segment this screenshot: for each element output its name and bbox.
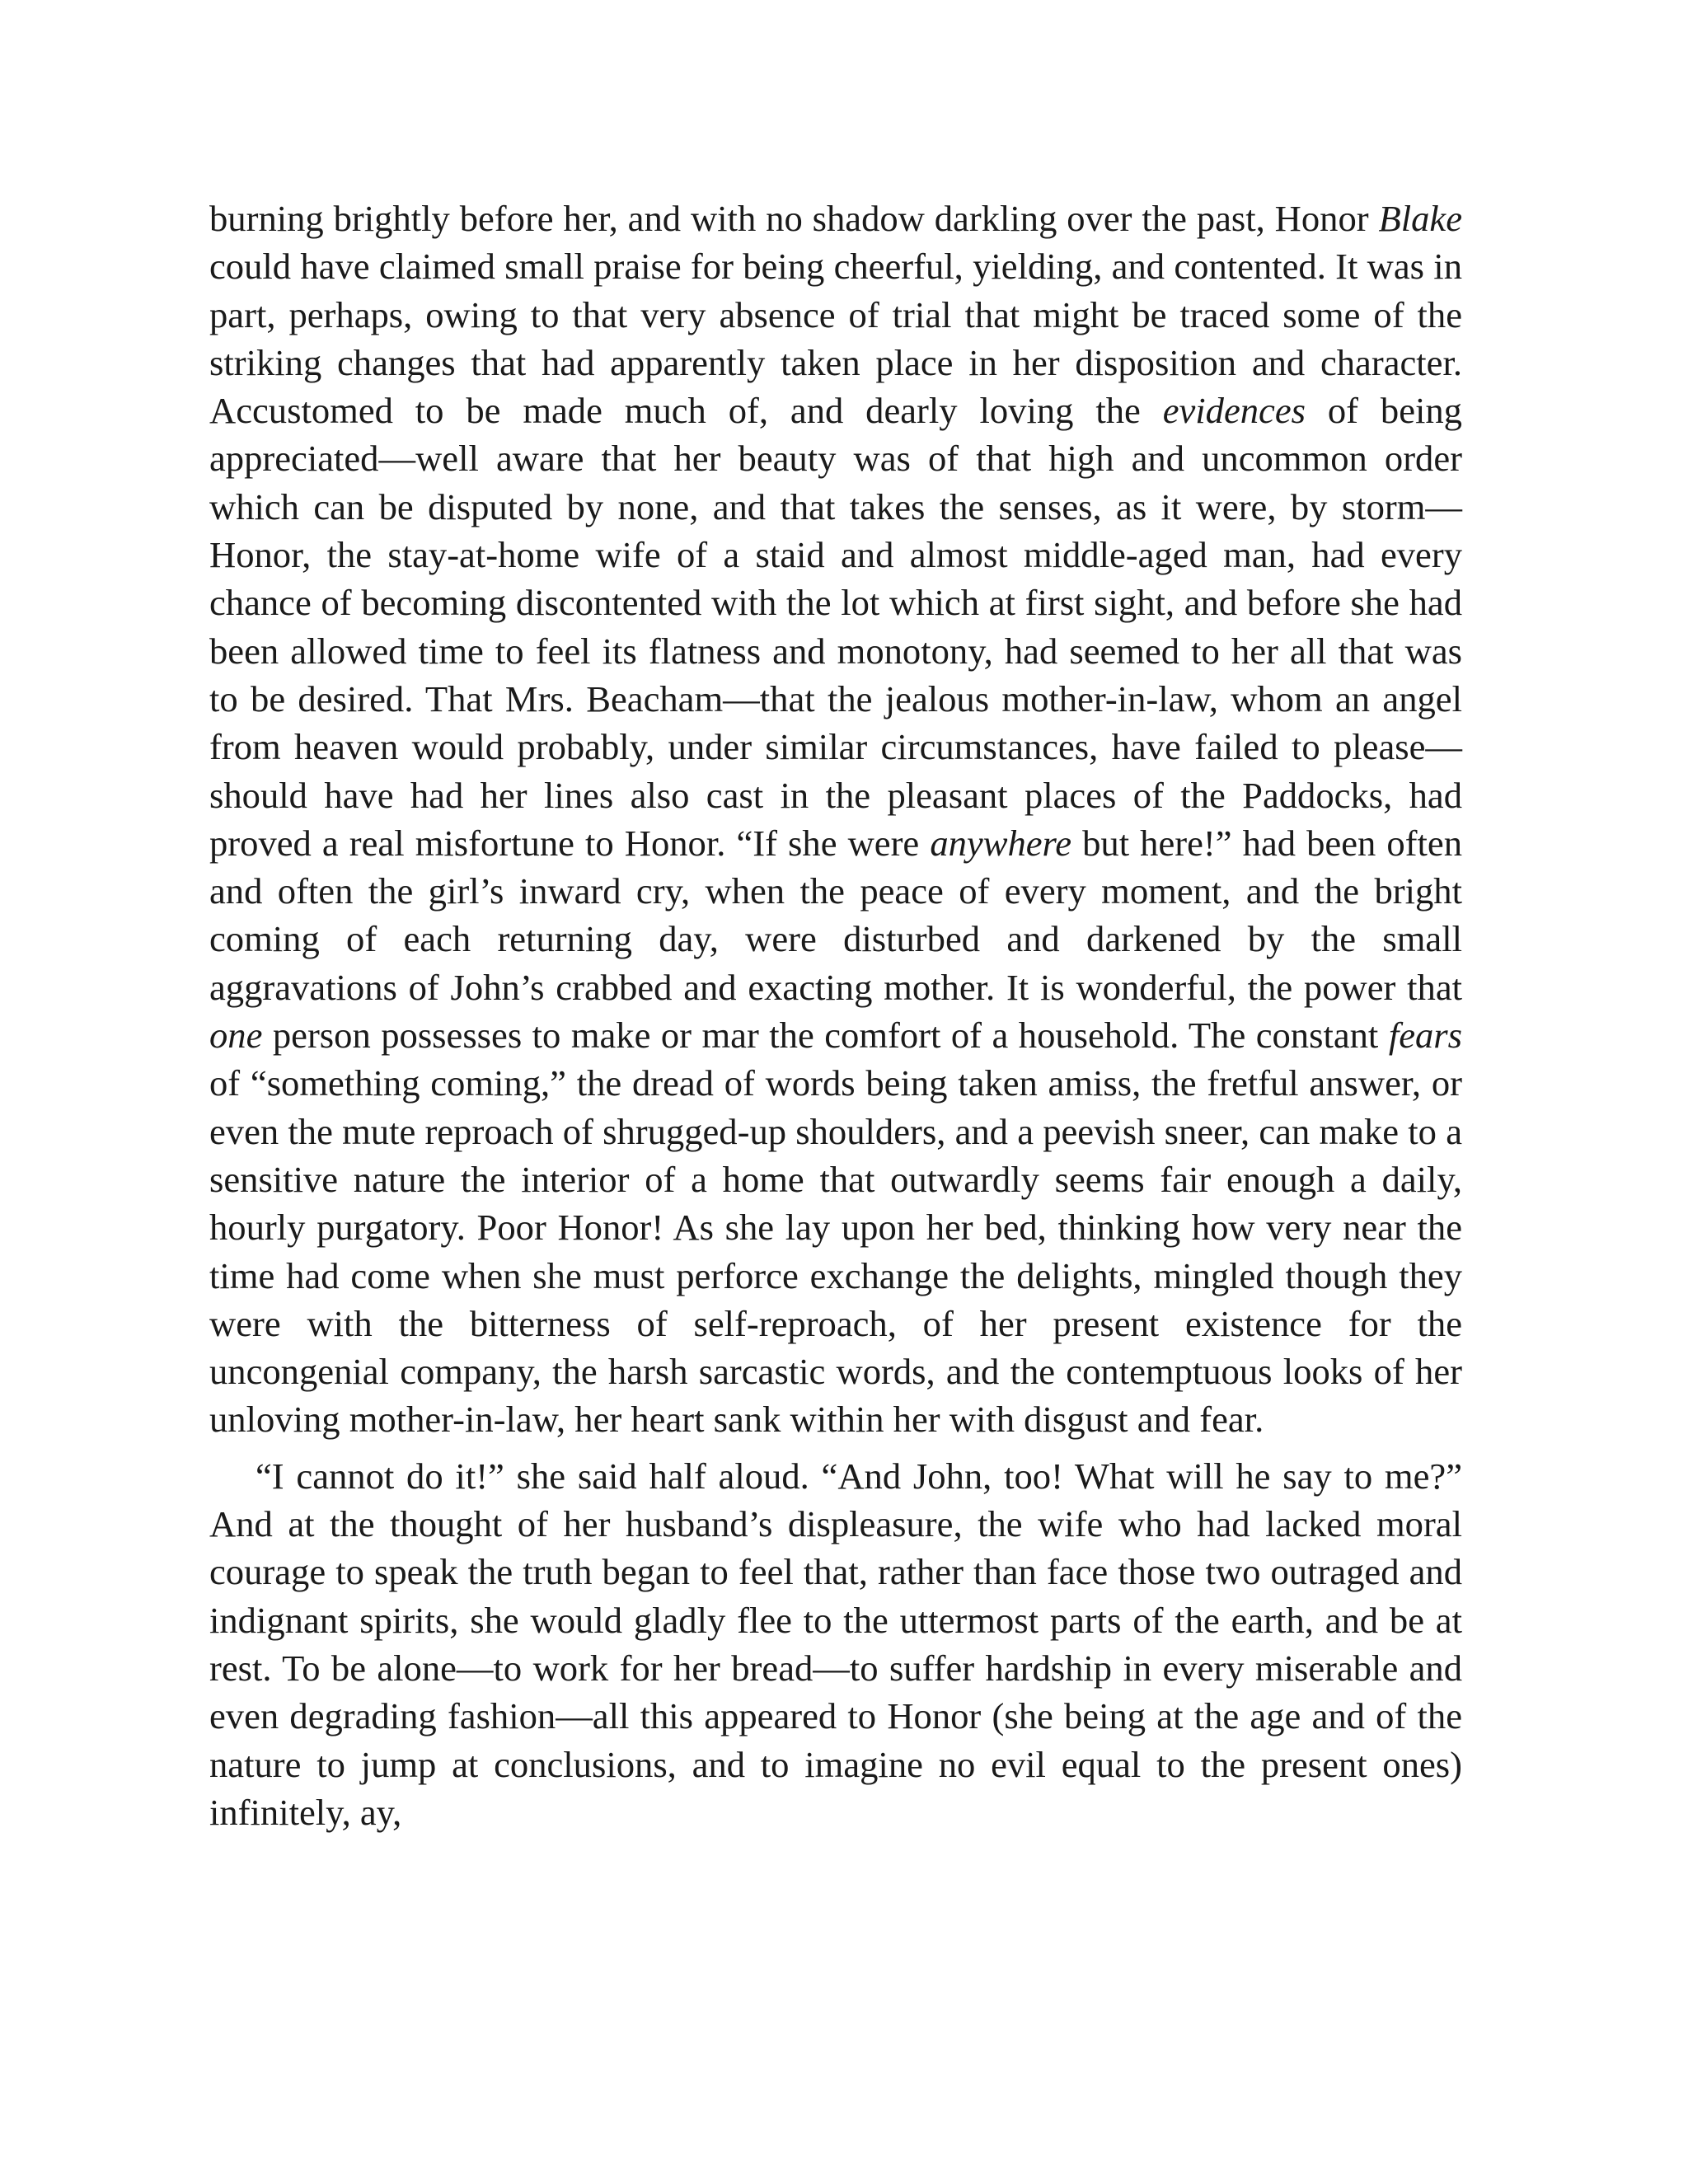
paragraph-text: person possesses to make or mar the comfort of a household. The constant: [262, 1015, 1389, 1057]
paragraph-text: of being appreciated—well aware that her beauty was of that high and uncommon order which can be disputed by none, and that takes the senses, as it were, by storm—Honor, the stay-at-home wife of a staid and almost middle-aged man, had every chance of becoming discontented with the lot which at first sight, and before she had been allowed time to feel its flatness and monotony, had seemed to her all that was to be desired. That Mrs. Beacham—that the jealous mother-in-law, whom an angel from heaven would probably, under similar circumstances, have failed to please—should have had her lines also cast in the pleasant places of the Paddocks, had proved a real misfortune to Honor. “If she were: [209, 390, 1462, 864]
italic-text: fears: [1388, 1015, 1462, 1057]
paragraph-text: could have claimed small praise for being cheerful, yielding, and contented. It was in part, perhaps, owing to that very absence of trial that might be traced some of the striking changes that had apparently taken place in her disposition and character. Accustomed to be made much of, and dearly loving the: [209, 246, 1462, 432]
paragraph-1: [209, 194, 1462, 1444]
paragraph-text: burning brightly before her, and with no shadow darkling over the past, Honor: [209, 198, 1379, 239]
paragraph-2: [209, 1452, 1462, 1836]
page-body: [209, 194, 1462, 1836]
paragraph-text: “I cannot do it!” she said half aloud. “And John, too! What will he say to me?” And at the thought of her husband’s displeasure, the wife who had lacked moral courage to speak the truth began to feel that, rather than face those two outraged and indignant spirits, she would gladly flee to the uttermost parts of the earth, and be at rest. To be alone—to work for her bread—to suffer hardship in every miserable and even degrading fashion—all this appeared to Honor (she being at the age and of the nature to jump at conclusions, and to imagine no evil equal to the present ones) infinitely, ay,: [209, 1455, 1462, 1833]
italic-text: anywhere: [930, 822, 1072, 864]
paragraph-text: of “something coming,” the dread of words being taken amiss, the fretful answer, or even the mute reproach of shrugged-up shoulders, and a peevish sneer, can make to a sensitive nature the interior of a home that outwardly seems fair enough a daily, hourly purgatory. Poor Honor! As she lay upon her bed, thinking how very near the time had come when she must perforce exchange the delights, mingled though they were with the bitterness of self-reproach, of her present existence for the uncongenial company, the harsh sarcastic words, and the contemptuous looks of her unloving mother-in-law, her heart sank within her with disgust and fear.: [209, 1062, 1462, 1441]
italic-text: one: [209, 1015, 263, 1057]
italic-text: Blake: [1378, 198, 1462, 239]
paragraph-text: but here!” had been often and often the girl’s inward cry, when the peace of every moment, and the bright coming of each returning day, were disturbed and darkened by the small aggravations of John’s crabbed and exacting mother. It is wonderful, the power that: [209, 822, 1463, 1008]
italic-text: evidences: [1162, 390, 1306, 432]
